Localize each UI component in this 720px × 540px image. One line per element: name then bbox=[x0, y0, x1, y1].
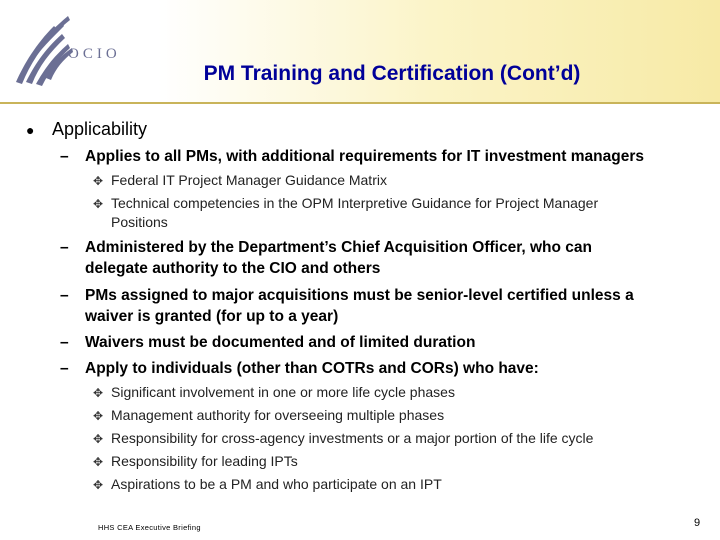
level3-item-continued: Positions bbox=[111, 214, 168, 230]
level2-item-continued: waiver is granted (for up to a year) bbox=[85, 308, 339, 325]
dash-bullet: – bbox=[60, 334, 69, 351]
level2-item: Apply to individuals (other than COTRs and CORs) who have: bbox=[85, 360, 539, 377]
checkmark-diamond-icon: ✥ bbox=[93, 455, 104, 469]
level1-bullet-icon: ● bbox=[26, 122, 35, 138]
level2-item-continued: delegate authority to the CIO and others bbox=[85, 260, 381, 277]
level3-item: Management authority for overseeing multiple phases bbox=[111, 407, 445, 423]
slide-title: PM Training and Certification (Cont’d) bbox=[203, 62, 581, 85]
dash-bullet: – bbox=[60, 360, 69, 377]
level3-item: Significant involvement in one or more life cycle phases bbox=[111, 384, 455, 400]
checkmark-diamond-icon: ✥ bbox=[93, 197, 104, 211]
level2-item: Administered by the Department’s Chief Acquisition Officer, who can bbox=[85, 239, 592, 256]
checkmark-diamond-icon: ✥ bbox=[93, 409, 104, 423]
level3-item: Technical competencies in the OPM Interpretive Guidance for Project Manager bbox=[111, 195, 599, 211]
dash-bullet: – bbox=[60, 148, 69, 165]
dash-bullet: – bbox=[60, 287, 69, 304]
dash-bullet: – bbox=[60, 239, 69, 256]
ocio-logo-text: OCIO bbox=[68, 46, 121, 62]
page-number: 9 bbox=[694, 517, 701, 529]
level3-item: Responsibility for leading IPTs bbox=[111, 453, 298, 469]
level1-item: Applicability bbox=[52, 119, 148, 139]
level2-item: Waivers must be documented and of limited duration bbox=[85, 334, 476, 351]
level3-item: Federal IT Project Manager Guidance Matrix bbox=[111, 172, 387, 188]
level2-item: PMs assigned to major acquisitions must be senior-level certified unless a bbox=[85, 287, 634, 304]
level3-item: Responsibility for cross-agency investments or a major portion of the life cycle bbox=[111, 430, 594, 446]
level2-item: Applies to all PMs, with additional requirements for IT investment managers bbox=[85, 148, 644, 165]
checkmark-diamond-icon: ✥ bbox=[93, 386, 104, 400]
level3-item: Aspirations to be a PM and who participate on an IPT bbox=[111, 476, 442, 492]
footer-text: HHS CEA Executive Briefing bbox=[98, 523, 201, 532]
checkmark-diamond-icon: ✥ bbox=[93, 174, 104, 188]
checkmark-diamond-icon: ✥ bbox=[93, 478, 104, 492]
checkmark-diamond-icon: ✥ bbox=[93, 432, 104, 446]
